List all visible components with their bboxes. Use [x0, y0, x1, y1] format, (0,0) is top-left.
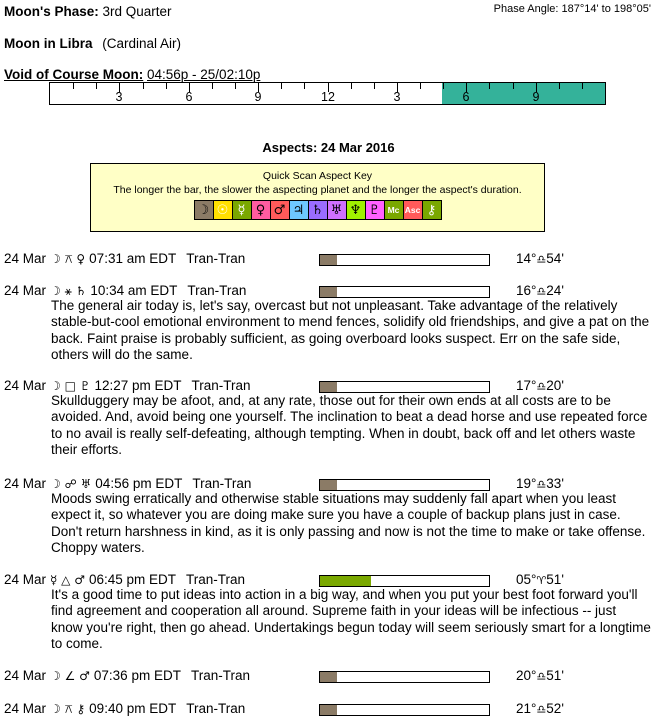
aspects-title: Aspects: 24 Mar 2016	[262, 140, 395, 155]
timeline-tick	[73, 83, 74, 89]
timeline-hour-label: 3	[393, 90, 401, 104]
aspect-kind: Tran-Tran	[187, 283, 247, 298]
position-degrees: 05°	[516, 572, 537, 587]
position-degrees: 20°	[516, 668, 537, 683]
void-of-course-row	[4, 67, 260, 82]
timeline-tick	[443, 83, 444, 89]
timeline-tick	[559, 83, 560, 89]
aspect-duration-bar	[319, 671, 490, 683]
aspect-date: 24 Mar	[4, 668, 47, 683]
aspect-duration-bar	[319, 254, 490, 266]
timeline-tick	[235, 83, 236, 89]
aspect-glyph-icon: ☽ □ ♇	[50, 379, 91, 393]
timeline-hour-label: 6	[462, 90, 470, 104]
aspect-position	[516, 572, 564, 587]
timeline-tick	[351, 83, 352, 89]
timeline-hour-label: 3	[115, 90, 123, 104]
timeline-tick	[582, 83, 583, 89]
timeline-tick	[304, 83, 305, 89]
aspect-time: 07:36 pm EDT	[93, 668, 181, 683]
position-minutes: 54'	[546, 251, 564, 266]
timeline-hour-label: 6	[185, 90, 193, 104]
aspect-kind: Tran-Tran	[192, 476, 252, 491]
aspect-duration-fill	[320, 287, 337, 297]
aspect-duration-bar	[319, 704, 490, 716]
aspect-date: 24 Mar	[4, 283, 47, 298]
phase-angle: Phase Angle: 187°14' to 198°05'	[493, 3, 651, 15]
aspect-position	[516, 283, 564, 298]
aspect-duration-fill	[320, 672, 337, 682]
aspect-row	[4, 668, 250, 683]
aspect-kind: Tran-Tran	[186, 251, 246, 266]
aspect-duration-fill	[320, 480, 337, 490]
aspect-row	[4, 283, 246, 299]
aspect-glyph-icon: ☽ ⚹ ♄	[50, 284, 87, 298]
aspect-row	[4, 251, 245, 267]
aspect-time: 10:34 am EDT	[90, 283, 178, 298]
position-minutes: 51'	[546, 572, 564, 587]
position-minutes: 20'	[546, 378, 564, 393]
aspect-duration-bar	[319, 381, 490, 393]
timeline-tick	[166, 83, 167, 89]
aspect-key-title: Quick Scan Aspect Key	[262, 170, 373, 182]
uranus-key-icon: ♅	[328, 201, 347, 219]
aspect-time: 07:31 am EDT	[89, 251, 177, 266]
position-minutes: 51'	[546, 668, 564, 683]
venus-key-icon: ♀	[252, 201, 271, 219]
timeline-tick	[281, 83, 282, 89]
timeline-tick	[513, 83, 514, 89]
aspect-duration-bar	[319, 286, 490, 298]
timeline-hour-label: 12	[321, 90, 335, 104]
aspect-date: 24 Mar	[4, 251, 47, 266]
aspect-description: The general air today is, let's say, overcast but not unpleasant. Take advantage of the relatively stable-but-cool emotional environment to mend fences, solidify old friendships, and give a pat on the back. Faint praise is probably sufficient, as going overboard looks suspect. Err on the safe side, others will do the same.	[51, 298, 650, 362]
aspect-row	[4, 378, 251, 393]
voc-value: 04:56p - 25/02:10p	[147, 67, 261, 82]
moon-phase-label: Moon's Phase:	[4, 4, 99, 19]
timeline-tick	[143, 83, 144, 89]
position-minutes: 24'	[546, 283, 564, 298]
aspect-time: 04:56 pm EDT	[95, 476, 183, 491]
aspect-kind: Tran-Tran	[186, 572, 246, 587]
aspect-key-description: The longer the bar, the slower the aspecting planet and the longer the aspect's duration.	[113, 184, 522, 196]
aspect-date: 24 Mar	[4, 701, 47, 716]
moon-key-icon: ☽	[195, 201, 214, 219]
position-degrees: 19°	[516, 476, 537, 491]
aspect-description: Skullduggery may be afoot, and, at any rate, those out for their own ends at all costs are to be avoided. And, avoid being one yourself. The inclination to beat a dead horse and use repeated force to no avail is really self-defeating, although tempting. When in doubt, back off and let others waste their efforts.	[51, 393, 648, 457]
sun-key-icon: ☉	[214, 201, 233, 219]
aspect-position	[516, 476, 564, 491]
aspect-row	[4, 572, 245, 587]
timeline-tick	[489, 83, 490, 89]
mercury-key-icon: ☿	[233, 201, 252, 219]
position-degrees: 14°	[516, 251, 537, 266]
timeline-tick	[374, 83, 375, 89]
position-degrees: 21°	[516, 701, 537, 716]
aspect-position	[516, 251, 564, 266]
chiron-key-icon: ⚷	[423, 201, 441, 219]
moon-sign-value: (Cardinal Air)	[102, 36, 182, 51]
mc-key-icon: Mc	[385, 201, 404, 219]
aspect-date: 24 Mar	[4, 476, 47, 491]
zodiac-sign-icon: ♎	[536, 703, 547, 716]
aspect-position	[516, 668, 564, 683]
timeline-hour-label: 9	[532, 90, 540, 104]
moon-sign-label: Moon in Libra	[4, 36, 93, 51]
zodiac-sign-icon: ♎	[536, 253, 547, 266]
planet-color-strip	[194, 200, 442, 220]
aspect-kind: Tran-Tran	[190, 668, 250, 683]
aspect-duration-fill	[320, 576, 371, 586]
timeline-tick	[420, 83, 421, 89]
timeline-hour-label: 9	[254, 90, 262, 104]
aspect-glyph-icon: ☽ ☍ ♅	[50, 477, 92, 491]
zodiac-sign-icon: ♎	[536, 670, 547, 683]
aspect-description: It's a good time to put ideas into action in a big way, and when you put your best foot forward you'll find agreement and cooperation all around. Supreme faith in your ideas will be infectious -- just know you're right, then go ahead. Undertakings begun today will seem seriously smart for a longtime to come.	[51, 587, 651, 651]
zodiac-sign-icon: ♎	[536, 380, 547, 393]
position-minutes: 33'	[546, 476, 564, 491]
voc-label: Void of Course Moon:	[4, 67, 144, 82]
aspect-date: 24 Mar	[4, 378, 47, 393]
aspect-row	[4, 701, 245, 717]
moon-phase-value: 3rd Quarter	[102, 4, 172, 19]
jupiter-key-icon: ♃	[290, 201, 309, 219]
position-degrees: 16°	[516, 283, 537, 298]
zodiac-sign-icon: ♈	[536, 574, 547, 587]
timeline-tick	[212, 83, 213, 89]
aspect-glyph-icon: ☽ ⚻ ⚷	[50, 702, 86, 716]
aspect-description: Moods swing erratically and otherwise stable situations may suddenly fall apart when you least expect it, so whatever you are doing make sure you have a couple of backup plans just in case. Don't return harshness in kind, as it is only passing and now is not the time to make or take offense. Choppy waters.	[51, 491, 646, 555]
moon-sign-row	[4, 36, 181, 51]
aspect-position	[516, 378, 564, 393]
neptune-key-icon: ♆	[347, 201, 366, 219]
mars-key-icon: ♂	[271, 201, 290, 219]
aspect-duration-fill	[320, 705, 337, 715]
zodiac-sign-icon: ♎	[536, 285, 547, 298]
position-minutes: 52'	[546, 701, 564, 716]
saturn-key-icon: ♄	[309, 201, 328, 219]
void-of-course-timeline	[49, 82, 606, 105]
aspect-row	[4, 476, 251, 491]
aspect-date: 24 Mar	[4, 572, 47, 587]
aspect-position	[516, 701, 564, 716]
timeline-tick	[96, 83, 97, 89]
aspect-glyph-icon: ☿ △ ♂	[50, 573, 85, 587]
aspect-duration-bar	[319, 575, 490, 587]
aspect-glyph-icon: ☽ ⚻ ♀	[50, 252, 86, 266]
position-degrees: 17°	[516, 378, 537, 393]
zodiac-sign-icon: ♎	[536, 478, 547, 491]
aspect-duration-bar	[319, 479, 490, 491]
aspect-time: 12:27 pm EDT	[94, 378, 182, 393]
aspect-kind: Tran-Tran	[186, 701, 246, 716]
aspect-time: 09:40 pm EDT	[89, 701, 177, 716]
aspect-duration-fill	[320, 255, 337, 265]
aspect-time: 06:45 pm EDT	[88, 572, 177, 587]
aspect-kind: Tran-Tran	[191, 378, 251, 393]
aspect-key-box	[90, 163, 545, 232]
aspect-glyph-icon: ☽ ∠ ♂	[50, 669, 90, 683]
aspect-duration-fill	[320, 382, 337, 392]
pluto-key-icon: ♇	[366, 201, 385, 219]
moon-phase-row	[4, 4, 172, 19]
asc-key-icon: Asc	[404, 201, 423, 219]
